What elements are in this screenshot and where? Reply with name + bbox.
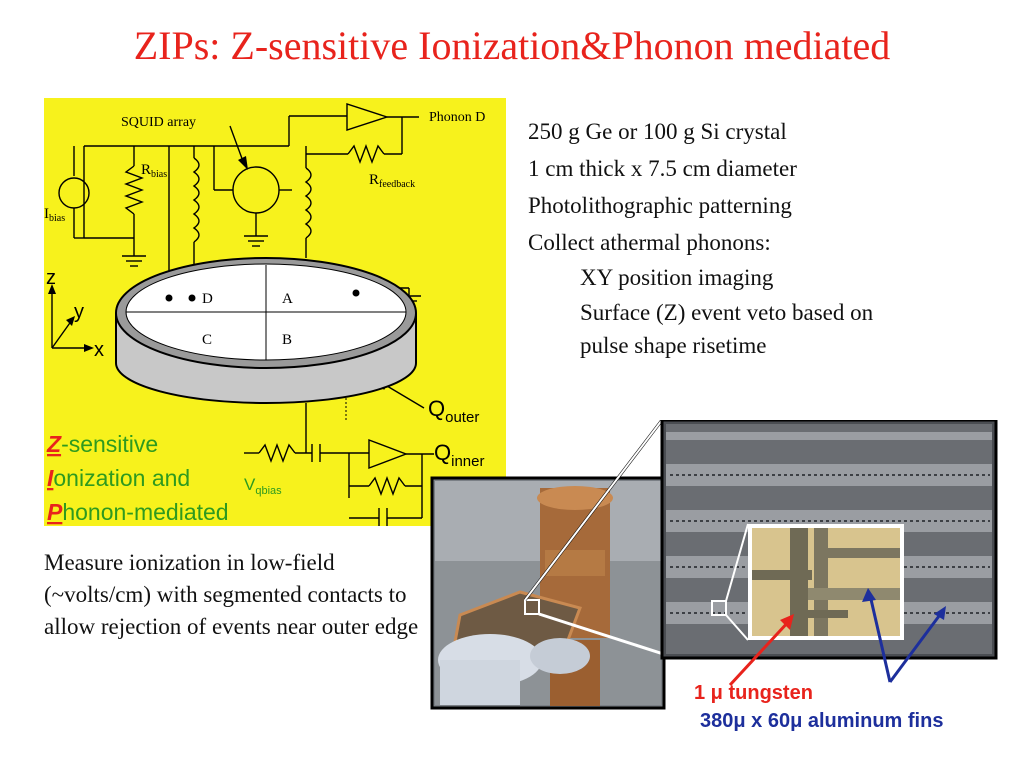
v-qbias-label: $V_{qbias}$ (244, 475, 282, 497)
slide-title: ZIPs: Z-sensitive Ionization&Phonon mediated (133, 23, 891, 68)
detector-hand-photo (432, 478, 664, 708)
axis-x-label: x (94, 339, 104, 361)
spec-list (528, 113, 1008, 361)
rfeedback-label: $R_{feedback}$ (369, 172, 416, 190)
axis-z-label: z (46, 267, 56, 289)
squid-array-label: SQUID array (121, 115, 197, 130)
spec-item: 250 g Ge or 100 g Si crystal (528, 119, 787, 144)
ionization-description: Measure ionization in low-field (~volts/cm) with segmented contacts to allow rejection of events near outer edge (44, 550, 419, 639)
tungsten-caption: 1 μ tungsten (694, 682, 813, 704)
zip-z-line: Z-sensitive (47, 431, 159, 457)
quadrant-b-label: B (282, 332, 293, 348)
phonon-d-label: Phonon D (429, 110, 486, 125)
tungsten-sensor-inset (748, 524, 904, 640)
zip-i-line: Ionization and (47, 465, 191, 491)
quadrant-a-label: A (282, 291, 293, 307)
axis-y-label: y (74, 301, 84, 323)
spec-sub-item: pulse shape risetime (580, 333, 767, 358)
detector-photo-composite (430, 420, 1000, 720)
spec-item: Collect athermal phonons: (528, 230, 771, 255)
spec-sub-item: Surface (Z) event veto based on (580, 300, 874, 325)
aluminum-fins-caption: 380μ x 60μ aluminum fins (700, 710, 944, 732)
q-inner-label: $Q_{inner}$ (434, 440, 485, 470)
quadrant-d-label: D (202, 291, 213, 307)
q-outer-label: $Q_{outer}$ (428, 396, 480, 426)
quadrant-c-label: C (202, 332, 213, 348)
spec-sub-item: XY position imaging (580, 265, 774, 290)
zip-p-line: Phonon-mediated (47, 499, 229, 525)
spec-item: Photolithographic patterning (528, 193, 792, 218)
ibias-label: $I_{bias}$ (44, 206, 66, 224)
rbias-label: $R_{bias}$ (141, 162, 168, 180)
spec-item: 1 cm thick x 7.5 cm diameter (528, 156, 797, 181)
